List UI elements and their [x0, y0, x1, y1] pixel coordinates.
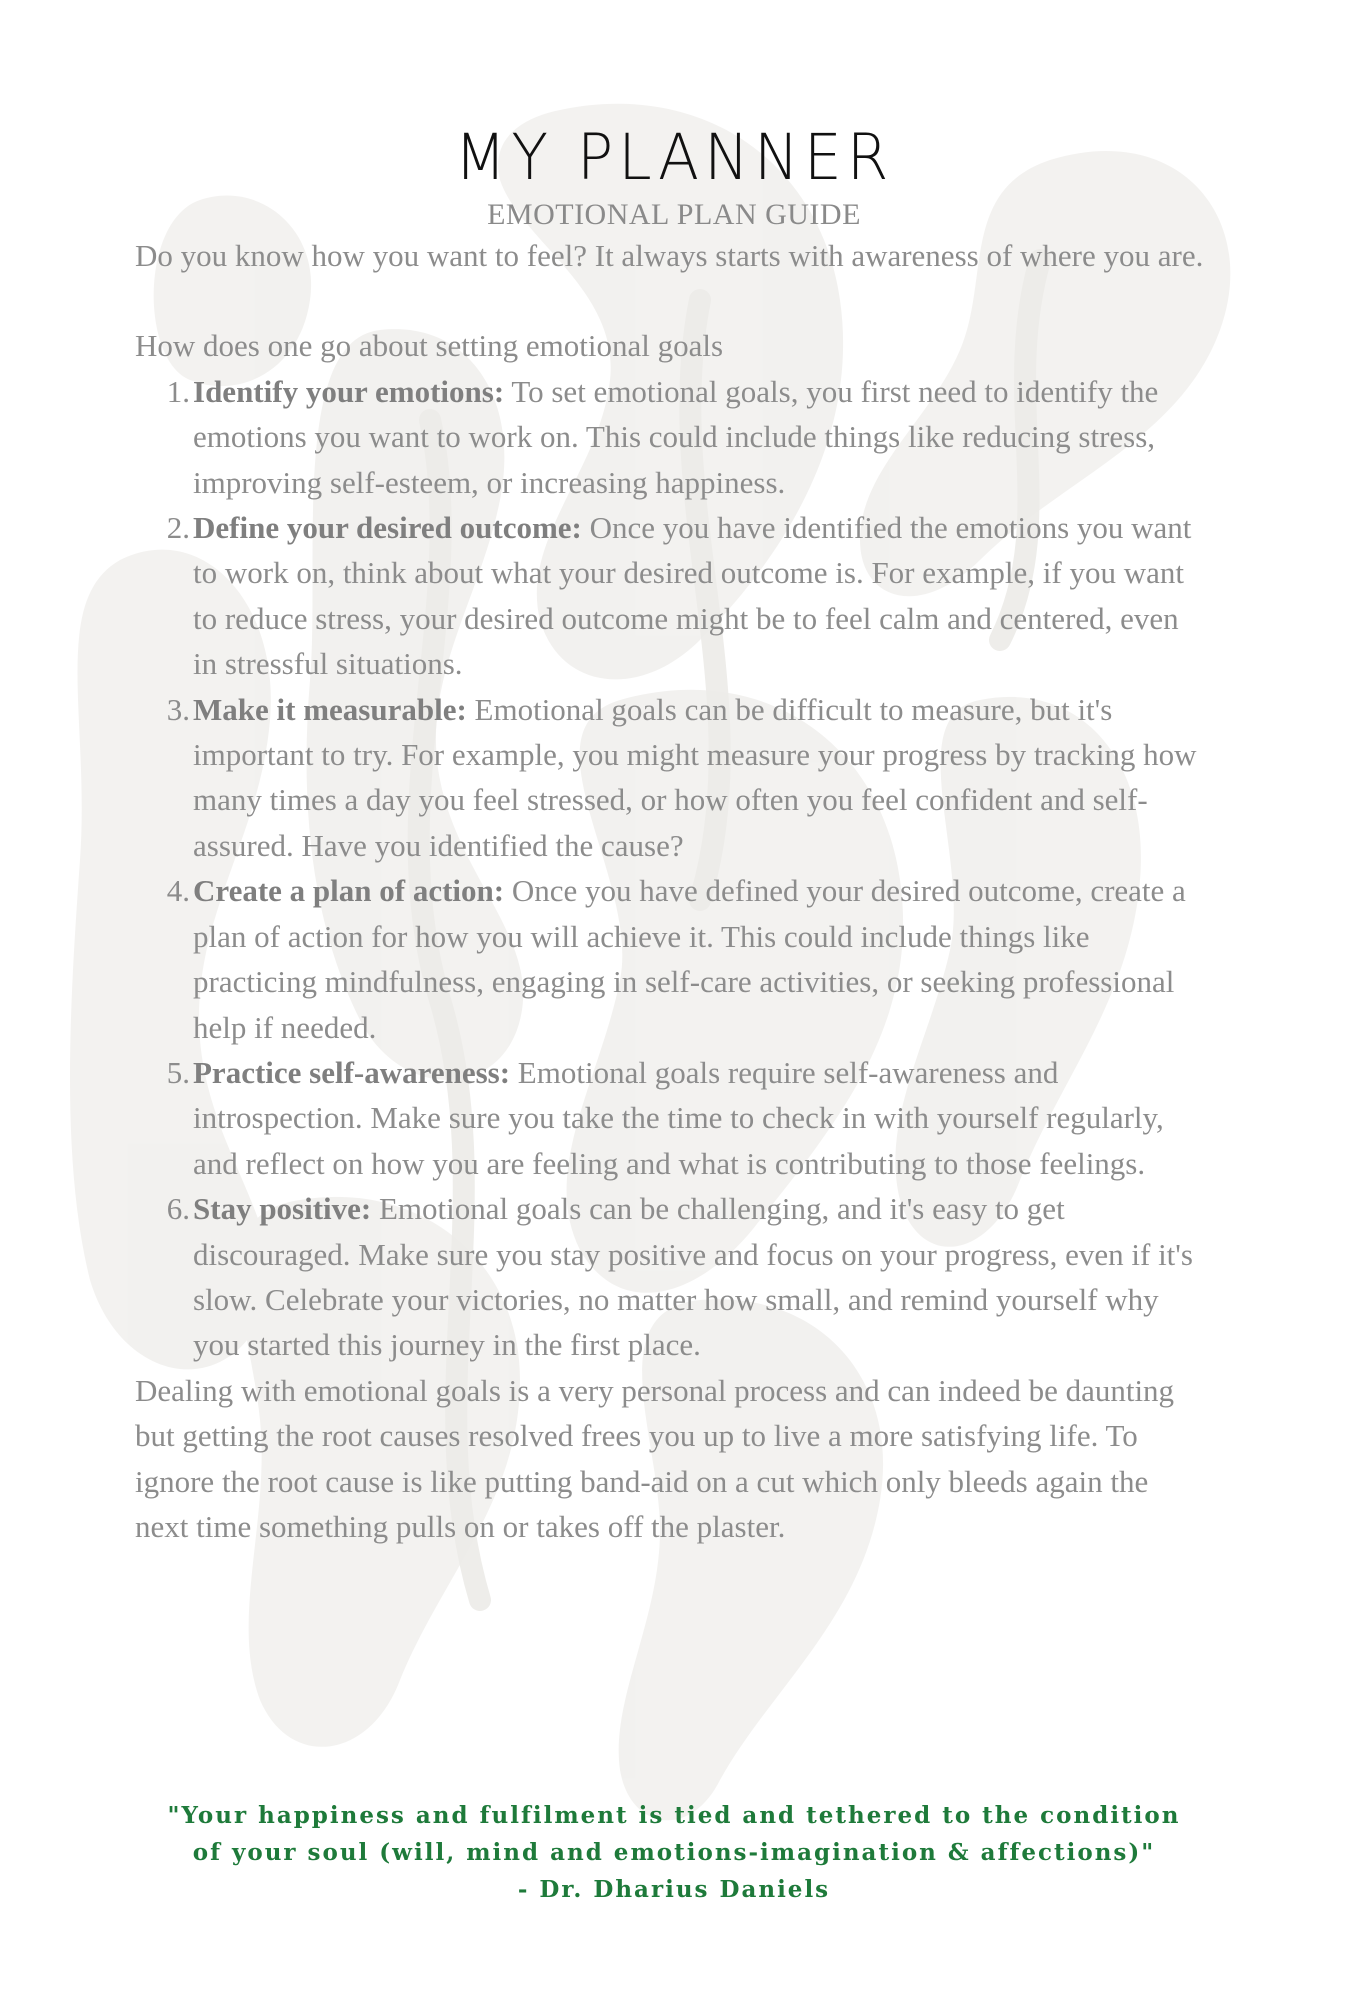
- step-title: Make it measurable:: [193, 691, 467, 727]
- step-title: Create a plan of action:: [193, 873, 505, 909]
- step-body: [190, 868, 1205, 1050]
- list-item: [135, 687, 1205, 869]
- steps-list: [135, 369, 1205, 1368]
- step-title: Stay positive:: [193, 1191, 372, 1227]
- step-number: 6.: [166, 1191, 190, 1227]
- step-number: 5.: [166, 1054, 190, 1090]
- step-body: [190, 1050, 1205, 1186]
- list-item: [135, 1186, 1205, 1368]
- step-text: To set emotional goals, you first need to identify the emotions you want to work on. This could include things like reducing stress, improving self-esteem, or increasing happiness.: [193, 373, 1159, 500]
- step-text: Emotional goals can be difficult to measure, but it's important to try. For example, you might measure your progress by tracking how many times a day you feel stressed, or how often you feel confident and self-assured. Have you identified the cause?: [193, 691, 1197, 863]
- quote-author: - Dr. Dharius Daniels: [517, 1876, 831, 1903]
- page-title: MY PLANNER: [454, 121, 894, 195]
- list-item: [135, 868, 1205, 1050]
- step-text: Once you have identified the emotions you want to work on, think about what your desired outcome is. For example, if you want to reduce stress, your desired outcome might be to feel calm and centered, even in stressful situations.: [193, 510, 1192, 682]
- quote-line-2: of your soul (will, mind and emotions-imagination & affections)": [192, 1839, 1156, 1866]
- step-title: Define your desired outcome:: [193, 510, 582, 546]
- step-title: Identify your emotions:: [193, 373, 505, 409]
- quote-block: [0, 1797, 1348, 1908]
- page-subtitle: EMOTIONAL PLAN GUIDE: [487, 198, 861, 231]
- step-number: 2.: [166, 510, 190, 546]
- guide-content: [135, 233, 1205, 1549]
- intro-question: How does one go about setting emotional goals: [135, 328, 724, 364]
- step-body: [190, 369, 1205, 505]
- list-item: [135, 505, 1205, 687]
- list-item: [135, 1050, 1205, 1186]
- intro-paragraph: Do you know how you want to feel? It always starts with awareness of where you are.: [135, 238, 1204, 273]
- closing-paragraph: Dealing with emotional goals is a very personal process and can indeed be daunting but getting the root causes resolved frees you up to live a more satisfying life. To ignore the root cause is like putting band-aid on a cut which only bleeds again the next time something pulls on or takes off the plaster.: [135, 1372, 1175, 1544]
- step-number: 3.: [166, 691, 190, 727]
- list-item: [135, 369, 1205, 505]
- step-body: [190, 687, 1205, 869]
- step-text: Emotional goals can be challenging, and it's easy to get discouraged. Make sure you stay positive and focus on your progress, even if it's slow. Celebrate your victories, no matter how small, and remind yourself why you started this journey in the first place.: [193, 1191, 1193, 1363]
- quote-line-1: "Your happiness and fulfilment is tied and tethered to the condition: [167, 1802, 1181, 1829]
- step-body: [190, 1186, 1205, 1368]
- step-number: 1.: [166, 373, 190, 409]
- step-body: [190, 505, 1205, 687]
- step-text: Emotional goals require self-awareness and introspection. Make sure you take the time to check in with yourself regularly, and reflect on how you are feeling and what is contributing to those feelings.: [193, 1054, 1164, 1181]
- step-text: Once you have defined your desired outcome, create a plan of action for how you will achieve it. This could include things like practicing mindfulness, engaging in self-care activities, or seeking professional help if needed.: [193, 873, 1186, 1045]
- step-number: 4.: [166, 873, 190, 909]
- step-title: Practice self-awareness:: [193, 1054, 511, 1090]
